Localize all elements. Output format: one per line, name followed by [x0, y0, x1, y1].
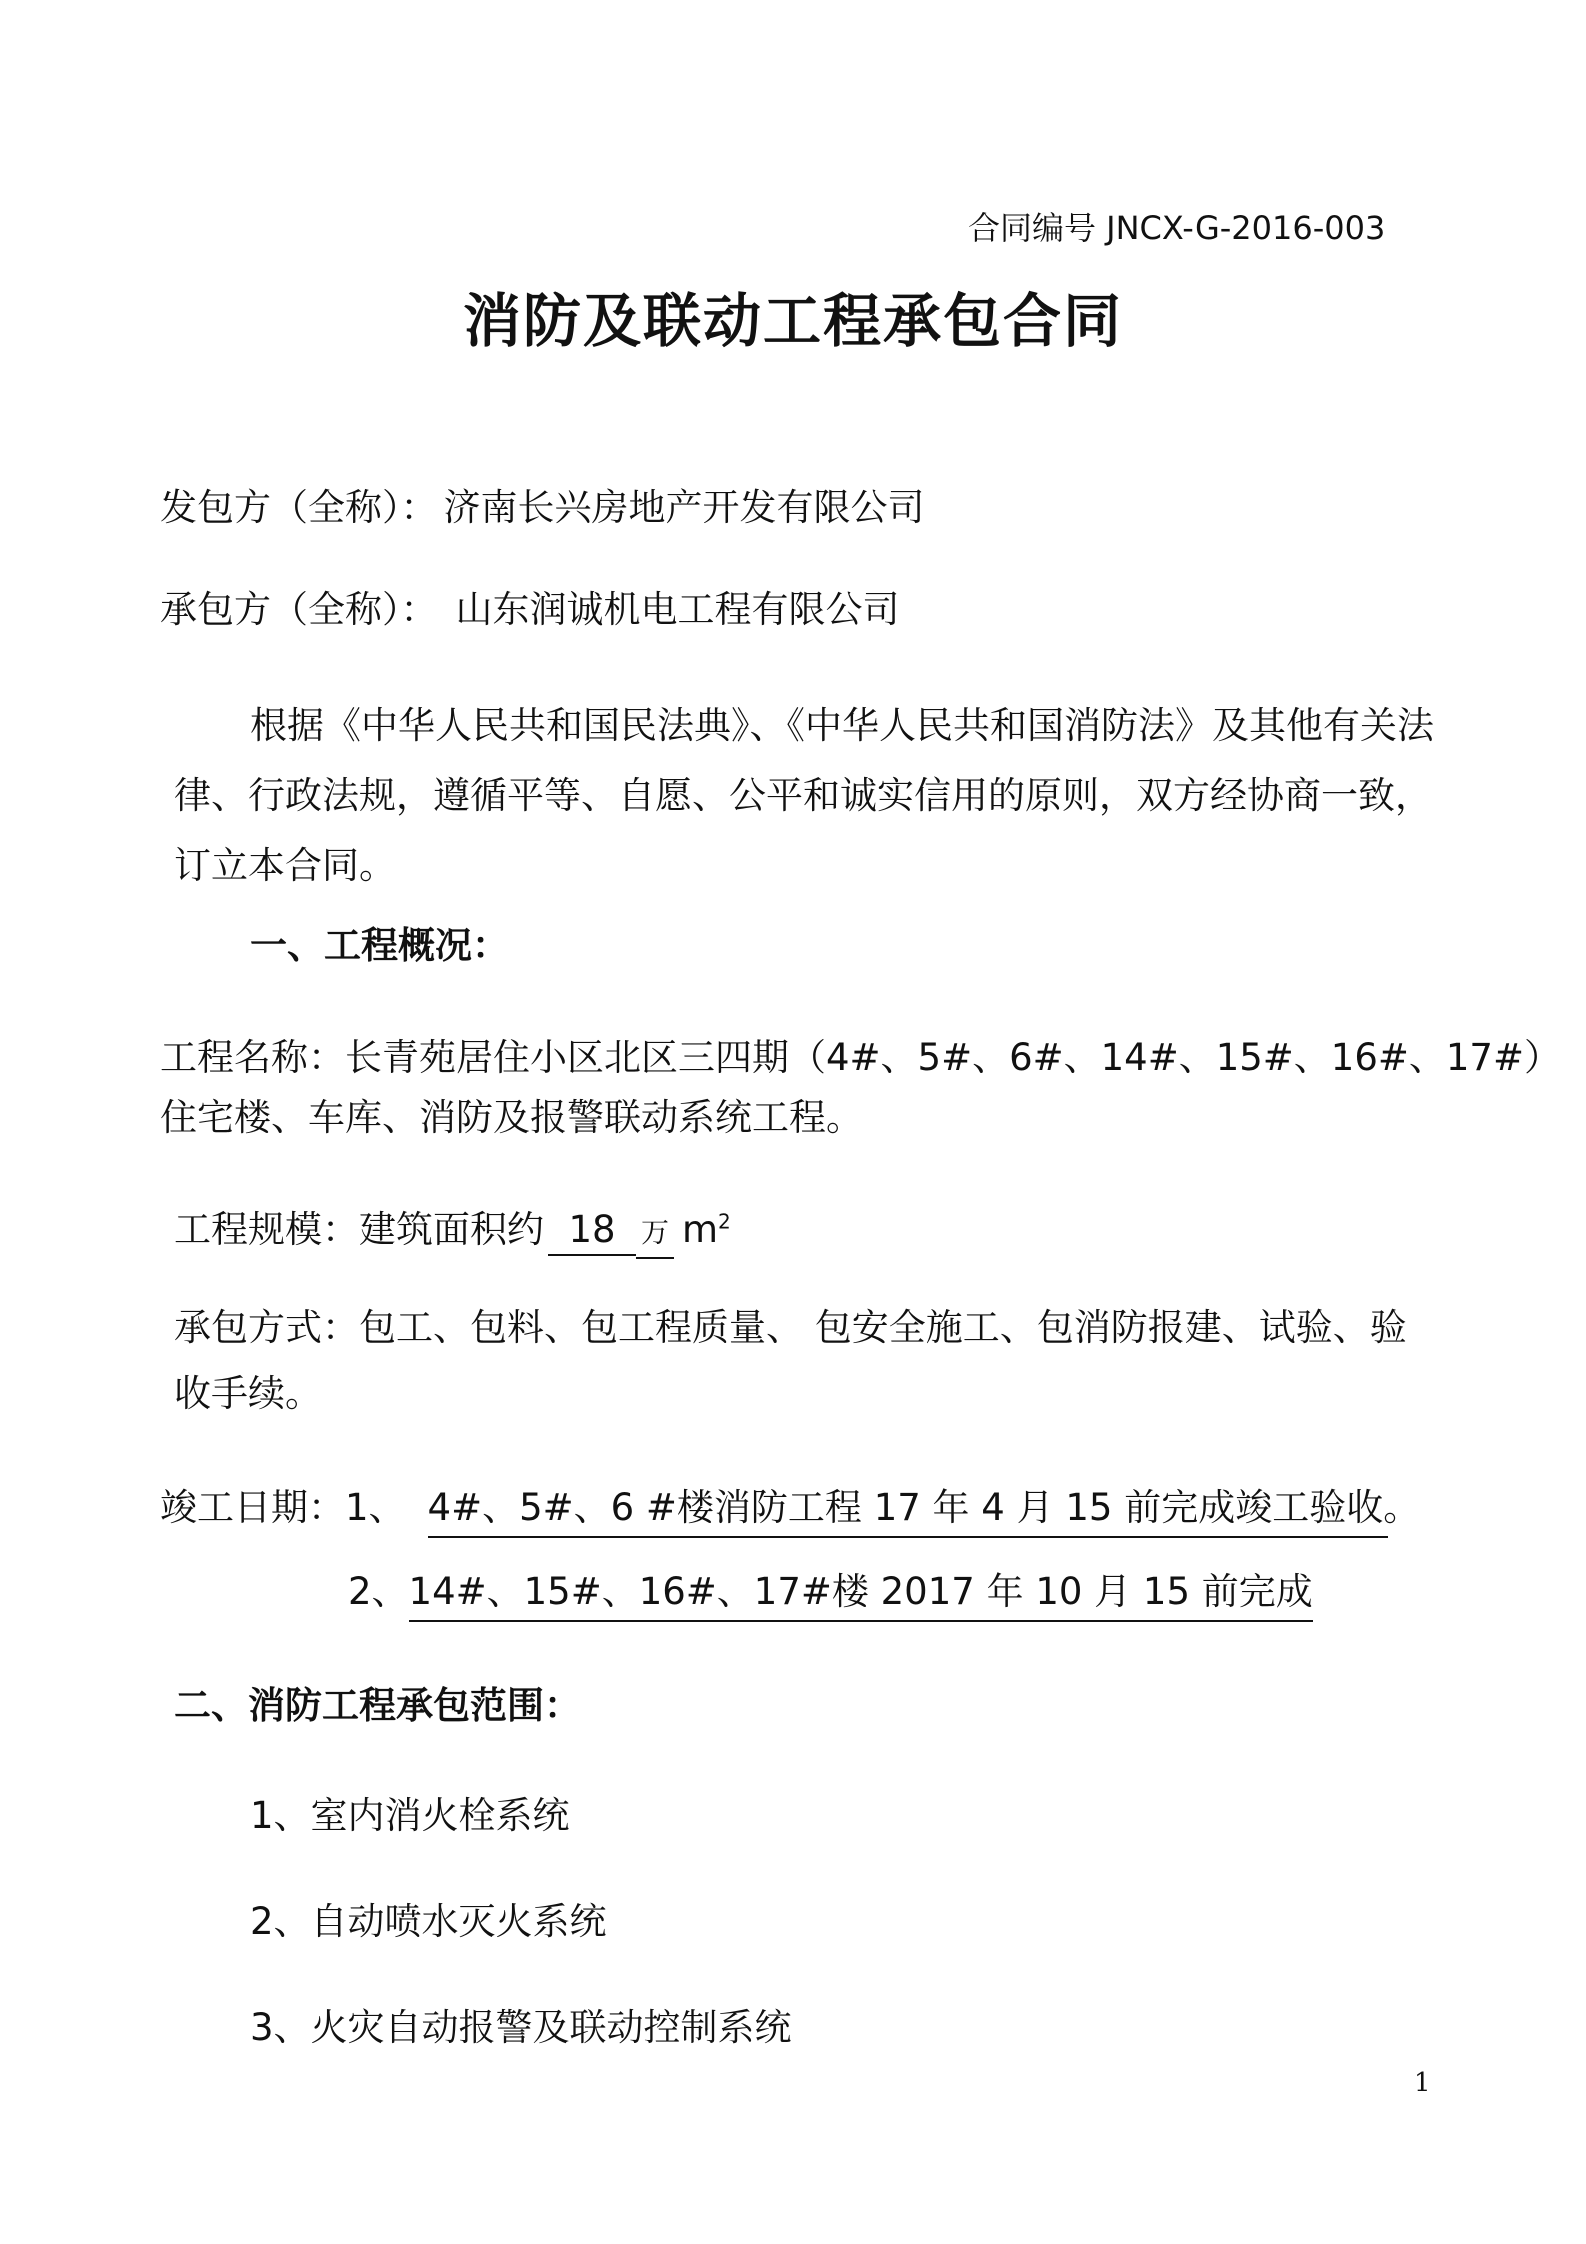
completion-date-line-1: [160, 1484, 1421, 1538]
page-number: 1: [1414, 2068, 1431, 2098]
project-name-line-2: 住宅楼、车库、消防及报警联动系统工程。: [160, 1096, 863, 1139]
project-scale-line: [174, 1206, 731, 1259]
completion-date-line-2: [348, 1568, 1313, 1622]
employer-name: 济南长兴房地产开发有限公司: [443, 486, 925, 529]
scale-unit-wan: 万: [636, 1209, 674, 1259]
scale-unit: m: [682, 1208, 719, 1251]
scope-item-3: 3、火灾自动报警及联动控制系统: [250, 2006, 792, 2049]
employer-line: [160, 484, 925, 532]
document-title: 消防及联动工程承包合同: [462, 287, 1123, 355]
scale-unit-exponent: 2: [718, 1209, 731, 1234]
section-2-heading: 二、消防工程承包范围：: [174, 1684, 581, 1727]
scope-item-2: 2、自动喷水灭火系统: [250, 1900, 607, 1943]
completion-item-2-prefix: 2、: [348, 1570, 409, 1613]
section-1-heading: 一、工程概况：: [250, 924, 509, 967]
contractor-name: 山东润诚机电工程有限公司: [455, 588, 900, 631]
preamble-line-2: 律、行政法规，遵循平等、自愿、公平和诚实信用的原则，双方经协商一致，: [174, 774, 1432, 817]
preamble-line-3: 订立本合同。: [174, 844, 396, 887]
completion-item-1: 4#、5#、6 #楼消防工程 17 年 4 月 15 前完成竣工验收。: [428, 1484, 1388, 1538]
contract-number: 合同编号 JNCX-G-2016-003: [968, 209, 1386, 247]
contract-mode-line-1: 承包方式：包工、包料、包工程质量、 包安全施工、包消防报建、试验、验: [174, 1306, 1407, 1349]
contractor-line: [160, 586, 900, 634]
contractor-label: 承包方（全称）：: [160, 588, 438, 631]
employer-label: 发包方（全称）：: [160, 486, 438, 529]
completion-item-2: 14#、15#、16#、17#楼 2017 年 10 月 15 前完成: [409, 1568, 1313, 1622]
project-name-line-1: 工程名称：长青苑居住小区北区三四期（4#、5#、6#、14#、15#、16#、17#）: [160, 1036, 1561, 1079]
preamble-line-1: 根据《中华人民共和国民法典》、《中华人民共和国消防法》及其他有关法: [250, 704, 1434, 747]
scope-item-1: 1、室内消火栓系统: [250, 1794, 570, 1837]
contract-mode-line-2: 收手续。: [174, 1372, 322, 1415]
completion-label: 竣工日期：1、: [160, 1486, 406, 1529]
scale-value: 18: [548, 1206, 636, 1256]
scale-label: 工程规模：建筑面积约: [174, 1208, 544, 1251]
